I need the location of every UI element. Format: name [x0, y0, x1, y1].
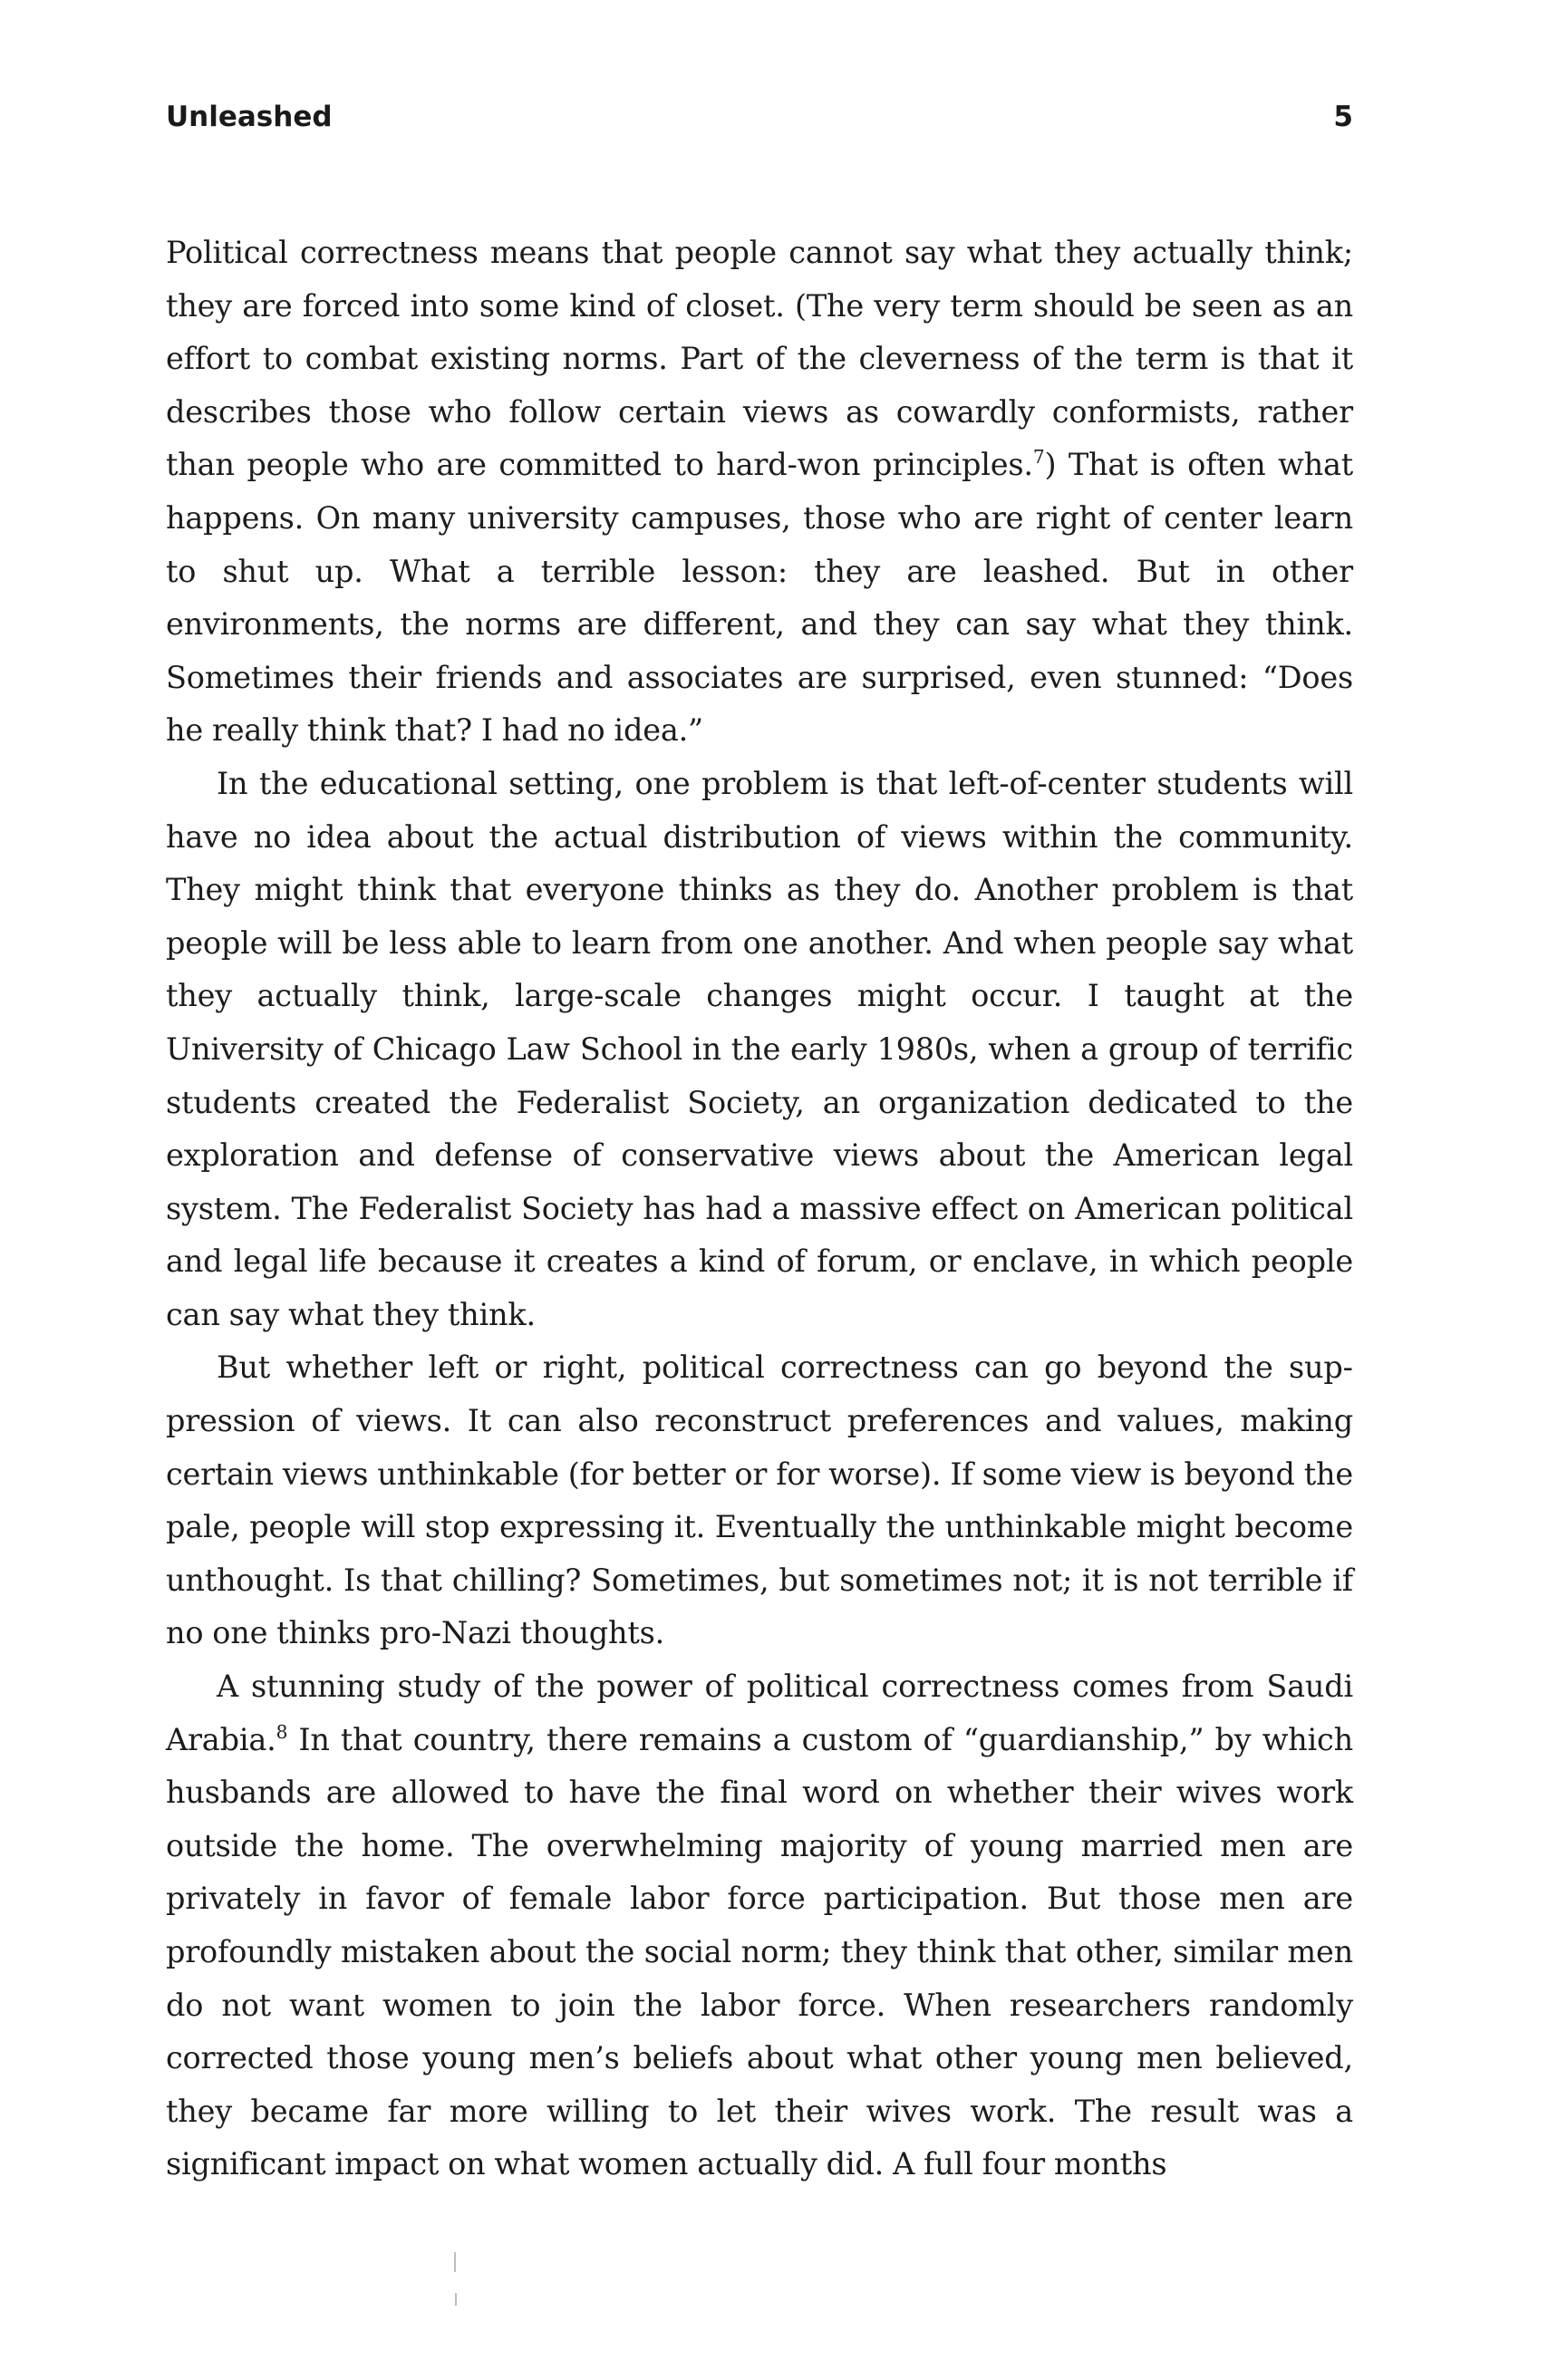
- paragraph-2: In the educational setting, one problem is that left-of-center students will have no idea about the actual distribution of views within the community. They might think that everyone thinks as they do. Another problem is that people will be less able to learn from one another. And when people say what they actually think, large-scale changes might occur. I taught at the University of Chicago Law School in the early 1980s, when a group of terrific students created the Federalist Society, an organization dedicated to the exploration and defense of conservative views about the American legal system. The Federalist Society has had a massive effect on American political and legal life because it creates a kind of forum, or enclave, in which people can say what they think.: [166, 765, 1353, 1332]
- paragraph-1-text-a: Political correctness means that people cannot say what they actually think; they are forced into some kind of closet. (The very term should be seen as an effort to combat existing norms. Part of the cleverness of the term is that it describes those who follow certain views as cowardly conformists, rather than people who are committed to hard-won principles.: [166, 235, 1353, 483]
- paragraph-1-text-b: ) That is often what happens. On many university campuses, those who are right of center learn to shut up. What a terrible lesson: they are leashed. But in other environments, the norms are different, and they can say what they think. Sometimes their friends and associates are surprised, even stunned: “Does he really think that? I had no idea.”: [166, 447, 1353, 749]
- paragraph-1: [166, 227, 1353, 758]
- paragraph-4: [166, 1660, 1353, 2191]
- footnote-ref-8[interactable]: 8: [276, 1720, 288, 1743]
- page-number: 5: [1333, 101, 1353, 133]
- paragraph-4-text-a: A stunning study of the power of political correctness comes from Saudi Arabia.: [166, 1669, 1353, 1757]
- scan-speck: [455, 2293, 457, 2306]
- running-head: [166, 97, 1353, 137]
- paragraph-3: But whether left or right, political correctness can go beyond the suppression of views. It can also reconstruct preferences and values, making certain views unthinkable (for better or for worse). If some view is beyond the pale, people will stop expressing it. Eventually the unthinkable might become unthought. Is that chilling? Sometimes, but sometimes not; it is not terrible if no one thinks pro-Nazi thoughts.: [166, 1350, 1353, 1651]
- footnote-ref-7[interactable]: 7: [1032, 446, 1045, 469]
- paragraph-4-text-b: In that country, there remains a custom of “guardianship,” by which husbands are allowed to have the final word on whether their wives work outside the home. The overwhelming majority of young married men are privately in favor of female labor force participation. But those men are profoundly mistaken about the social norm; they think that other, similar men do not want women to join the labor force. When researchers randomly corrected those young men’s beliefs about what other young men believed, they became far more willing to let their wives work. The result was a significant impact on what women actually did. A full four months: [166, 1721, 1353, 2182]
- body-text: [166, 227, 1353, 2191]
- running-title: Unleashed: [166, 101, 333, 133]
- scan-speck: [454, 2252, 456, 2272]
